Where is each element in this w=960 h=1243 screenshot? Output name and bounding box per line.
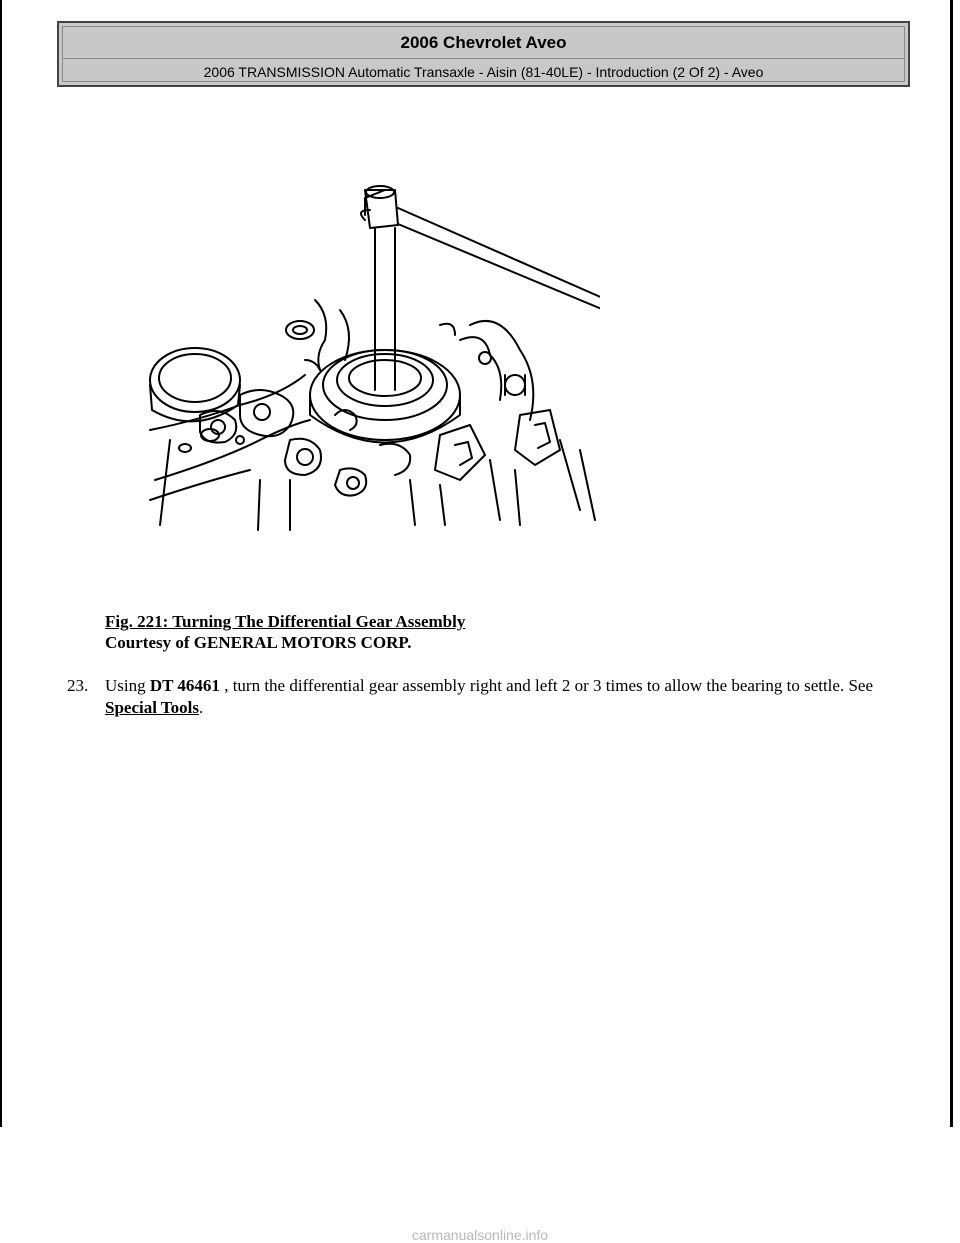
figure-courtesy: Courtesy of GENERAL MOTORS CORP. bbox=[105, 633, 412, 652]
step-suffix: . bbox=[199, 698, 204, 717]
tool-number: DT 46461 bbox=[149, 676, 220, 695]
step-text bbox=[105, 675, 895, 719]
transaxle-illustration bbox=[140, 180, 600, 540]
watermark: carmanualsonline.info bbox=[411, 1227, 549, 1243]
step-body: , turn the differential gear assembly right and left 2 or 3 times to allow the bearing to settle. See bbox=[219, 676, 873, 695]
header-title: 2006 Chevrolet Aveo bbox=[400, 33, 567, 52]
special-tools-link[interactable]: Special Tools bbox=[105, 698, 200, 717]
figure-caption bbox=[105, 611, 465, 653]
step-prefix: Using bbox=[105, 676, 150, 695]
header-inner bbox=[62, 26, 905, 82]
step-number: 23. bbox=[67, 676, 89, 695]
document-header bbox=[57, 21, 910, 87]
header-subtitle: 2006 TRANSMISSION Automatic Transaxle - Aisin (81-40LE) - Introduction (2 Of 2) - Aveo bbox=[203, 64, 764, 80]
figure-caption-title[interactable]: Fig. 221: Turning The Differential Gear Assembly bbox=[105, 612, 466, 631]
header-divider bbox=[63, 58, 904, 59]
